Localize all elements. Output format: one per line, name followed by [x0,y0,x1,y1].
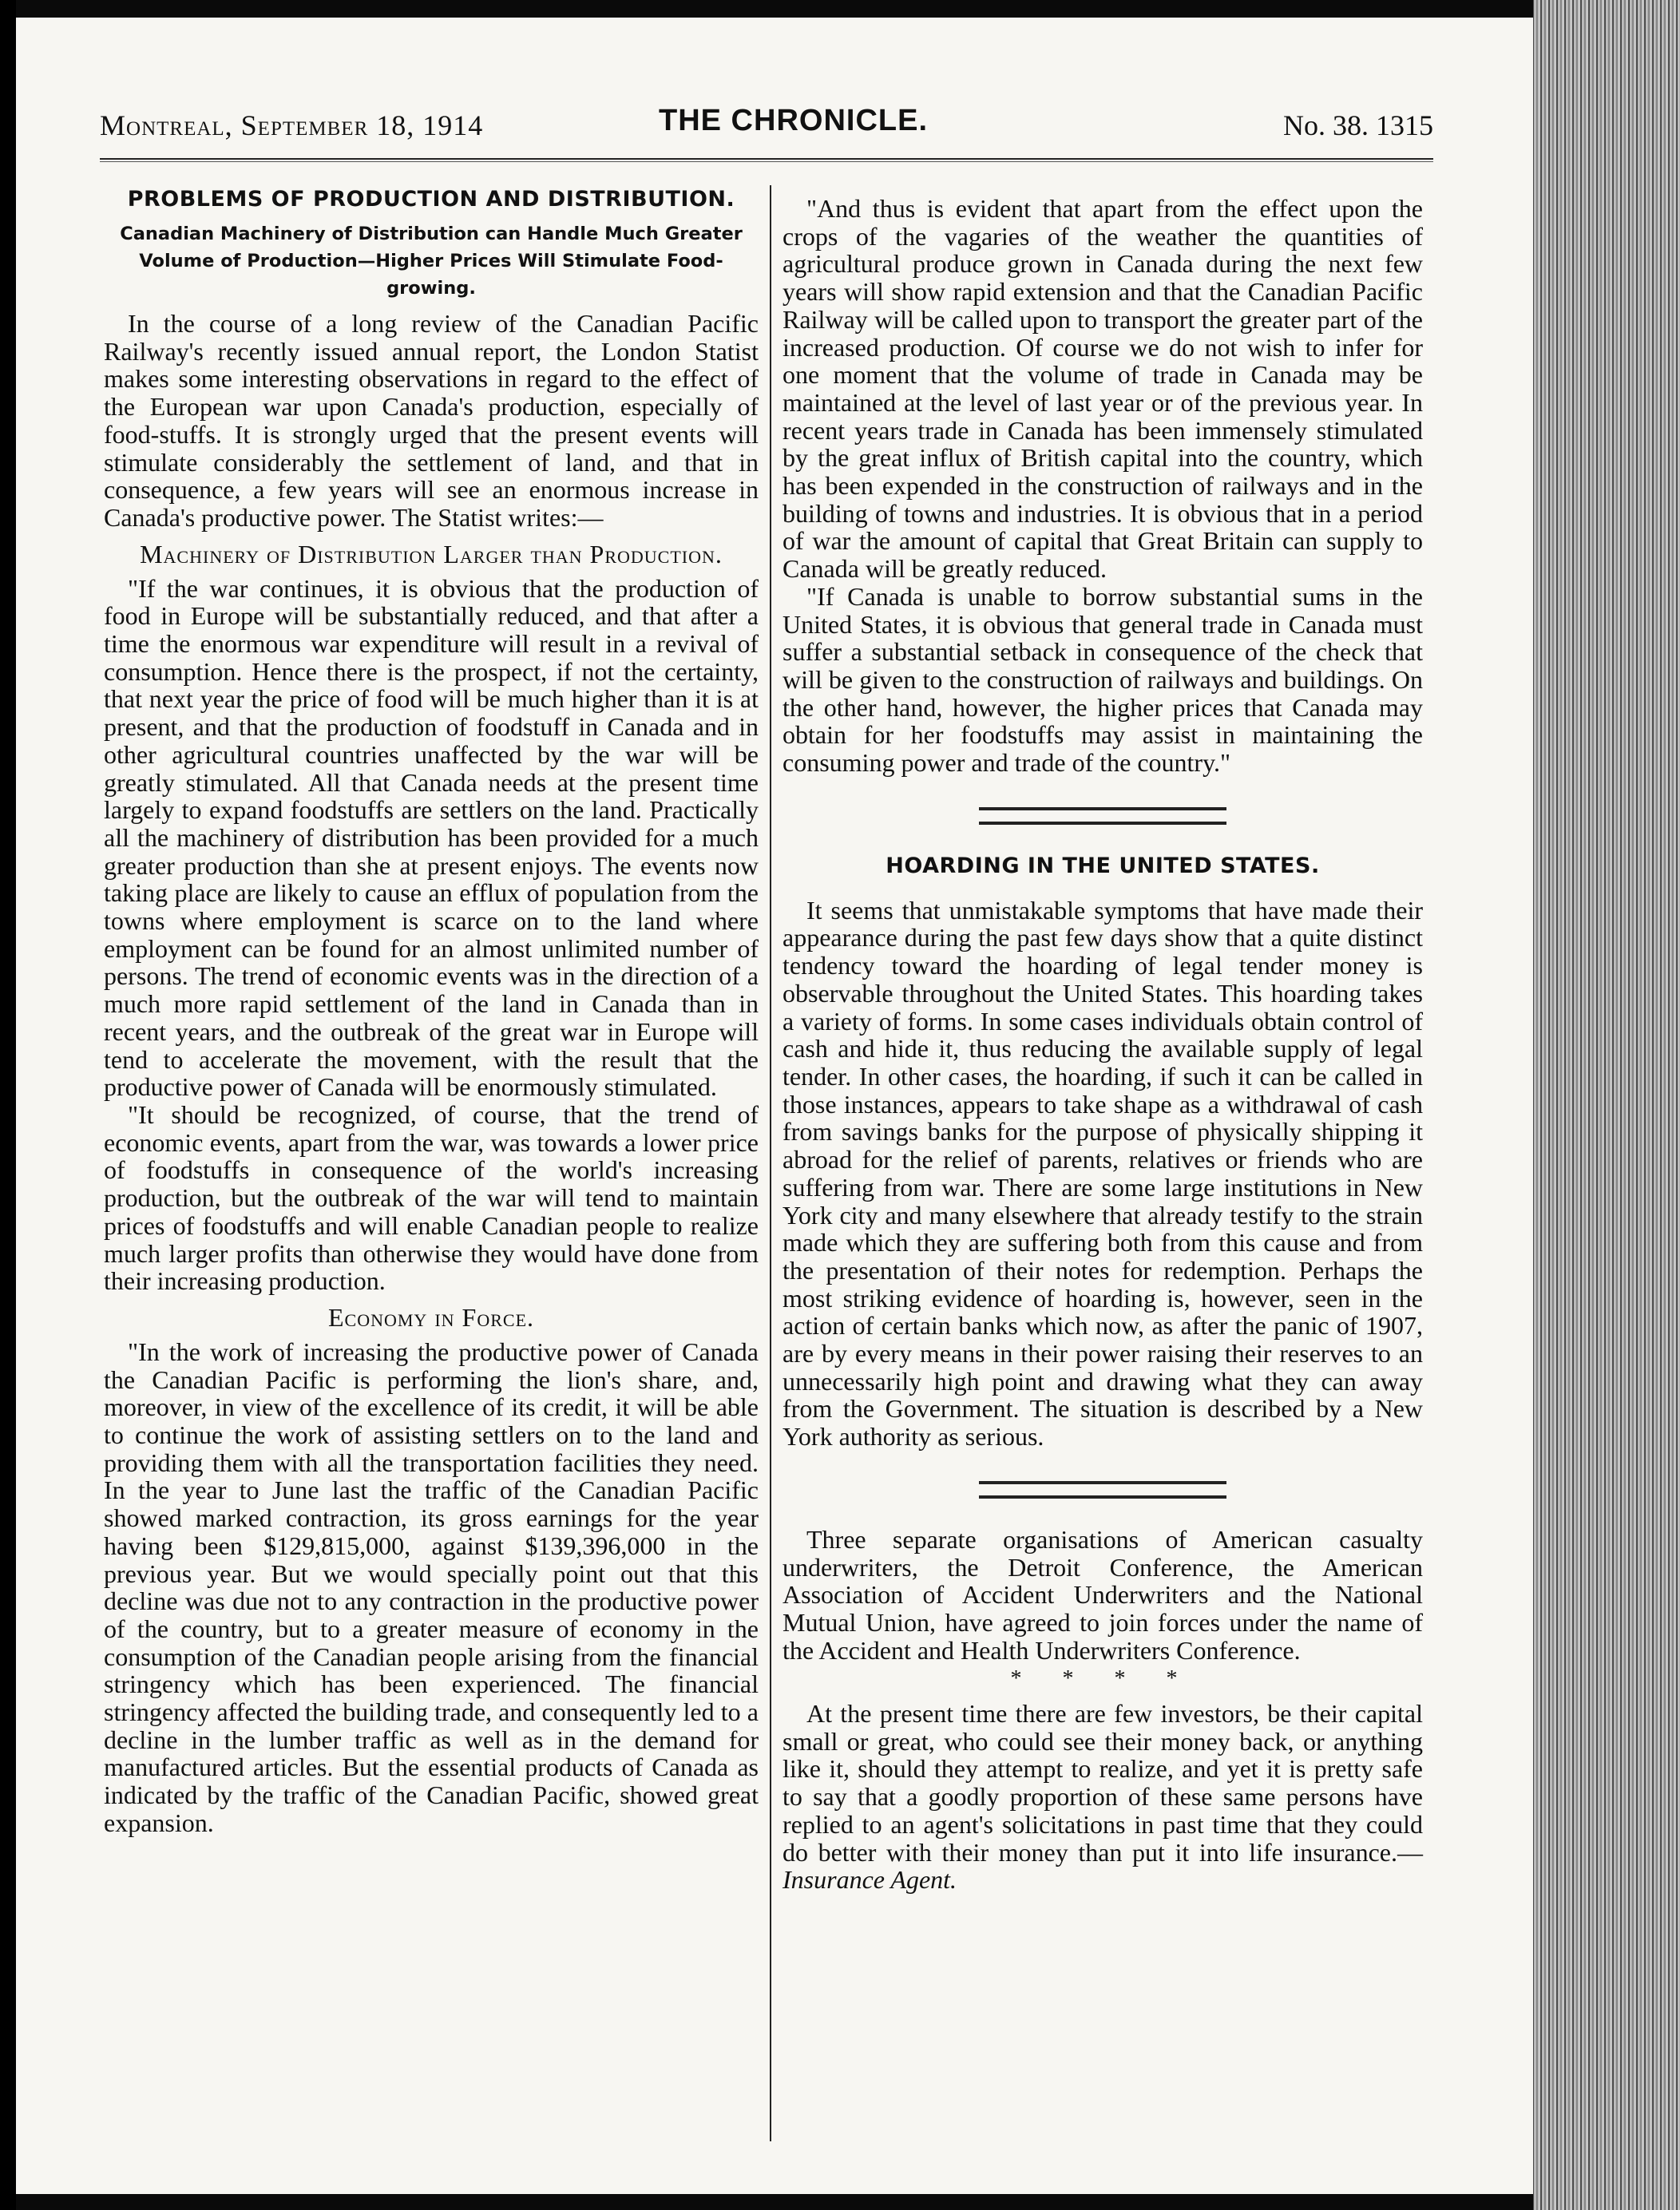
dateline: Montreal, September 18, 1914 [100,109,484,141]
article-headline: PROBLEMS OF PRODUCTION AND DISTRIBUTION. [127,187,735,212]
subhead-economy: Economy in Force. [327,1302,535,1332]
right-column [783,195,1423,1894]
article-deck: Canadian Machinery of Distribution can Handle Much Greater Volume of Production—Higher Prices Will Stimulate Food-growing. [120,224,743,299]
article-paragraph: "If the war continues, it is obvious that the production of food in Europe will be substantially reduced, and that after a time the enormous war expenditure will result in a revival of consumption. Hence there is the prospect, if not the certainty, that next year the price of food will be much higher than it is at present, and that the production of foodstuff in Canada and in other agricultural countries unaffected by the war will be greatly stimulated. All that Canada needs at the present time largely to expand foodstuffs are settlers on the land. Practically all the machinery of distribution has been provided for a much greater production than she at present enjoys. The events now taking place are likely to cause an efflux of population from the towns where employment is scarce on to the land where employment can be found for an almost unlimited number of persons. The trend of economic events was in the direction of a much more rapid settlement of the land in Canada than in recent years, and the outbreak of the great war in Europe will tend to accelerate the movement, with the result that the productive power of Canada will be enormously stimulated. [104,573,759,1102]
hoarding-headline: HOARDING IN THE UNITED STATES. [886,853,1320,878]
header-rule [100,158,1433,162]
page-stack-edges [1533,0,1680,2210]
binding-shadow [0,0,16,2210]
insurance-item [783,1700,1423,1894]
article-paragraph: "If Canada is unable to borrow substantial sums in the United States, it is obvious that general trade in Canada must suffer a substantial setback in consequence of the check that will be given to the construction of railways and buildings. On the other hand, however, the higher prices that Canada may obtain for her foodstuffs may assist in maintaining the consuming power and trade of the country." [783,581,1423,778]
star-divider: * * * * [1010,1666,1195,1692]
article-paragraph: "It should be recognized, of course, that the trend of economic events, apart from the war, was towards a lower price of foodstuffs in consequence of the world's increasing production, but the outbreak of the war will tend to maintain prices of foodstuffs and will enable Canadian people to realize much larger profits than otherwise they would have done from their increasing production. [104,1099,759,1296]
page-header [100,104,1433,152]
section-separator [979,807,1226,825]
article-paragraph: "In the work of increasing the productive power of Canada the Canadian Pacific is performing the lion's share, and, moreover, in view of the excellence of its credit, it will be able to continue the work of assisting settlers on to the land and providing them with all the transportation facilities they need. In the year to June last the traffic of the Canadian Pacific showed marked contraction, its gross earnings for the year having been $129,815,000, against $139,396,000 in the previous year. But we would specially point out that this decline was due not to any contraction in the productive power of the country, but to a greater measure of economy in the consumption of the Canadian people arising from the financial stringency which has been experienced. The financial stringency affected the building trade, and consequently led to a decline in the lumber traffic as well as in the demand for manufactured articles. But the essential products of Canada as indicated by the traffic of the Canadian Pacific, showed great expansion. [104,1337,759,1837]
section-separator [979,1481,1226,1499]
article-intro: In the course of a long review of the Canadian Pacific Railway's recently issued annual report, the London Statist makes some interesting observations in regard to the effect of the European war upon Canada's production, especially of food-stuffs. It is strongly urged that the present events will stimulate considerably the settlement of land, and that in consequence, a few years will see an enormous increase in Canada's productive power. The Statist writes:— [104,309,759,532]
hoarding-body: It seems that unmistakable symptoms that have made their appearance during the past few days show that a quite distinct tendency toward the hoarding of legal tender money is observable throughout the United States. This hoarding takes a variety of forms. In some cases individuals obtain control of cash and hide it, thus reducing the available supply of legal tender. In other cases, the hoarding, if such it can be called in those instances, appears to take shape as a withdrawal of cash from savings banks for the purpose of physically shipping it abroad for the relief of parents, relatives or friends who are suffering from war. There are some large institutions in New York city and many elsewhere that already testify to the strain made which they are suffering both from this cause and from the presentation of their notes for redemption. Perhaps the most striking evidence of hoarding is, however, seen in the action of certain banks which now, as after the panic of 1907, are by every means in their power raising their reserves to an unnecessarily high point and drawing what they can away from the Government. The situation is described by a New York authority as serious. [783,895,1423,1452]
article-paragraph: "And thus is evident that apart from the effect upon the crops of the vagaries of the weather the quantities of agricultural produce grown in Canada during the next few years will show rapid extension and that the Canadian Pacific Railway will be called upon to transport the greater part of the increased production. Of course we do not wish to infer for one moment that the volume of trade in Canada may be maintained at the level of last year or of the previous year. In recent years trade in Canada has been immensely stimulated by the great influx of British capital into the country, which has been expended in the construction of railways and in the building of towns and industries. It is obvious that in a period of war the amount of capital that Great Britain can supply to Canada will be greatly reduced. [783,194,1423,584]
masthead-title: THE CHRONICLE. [659,104,928,137]
newspaper-page [16,18,1533,2194]
column-divider [770,185,771,2141]
left-column [104,185,759,1837]
item-source: Insurance Agent. [783,1865,957,1895]
subhead-machinery: Machinery of Distribution Larger than Production. [140,539,723,568]
insurance-item-text: At the present time there are few investors, be their capital small or great, who could see their money back, or anything like it, should they attempt to realize, and yet it is pretty safe to say that a goodly proportion of these same persons have replied to an agent's solicitations in past time that they could do better with their money than put it into life insurance.— [783,1699,1423,1867]
casualty-item: Three separate organisations of American casualty underwriters, the Detroit Conference, the American Association of Accident Underwriters and the National Mutual Union, have agreed to join forces under the name of the Accident and Health Underwriters Conference. [783,1524,1423,1665]
page-number: No. 38. 1315 [1283,109,1433,141]
